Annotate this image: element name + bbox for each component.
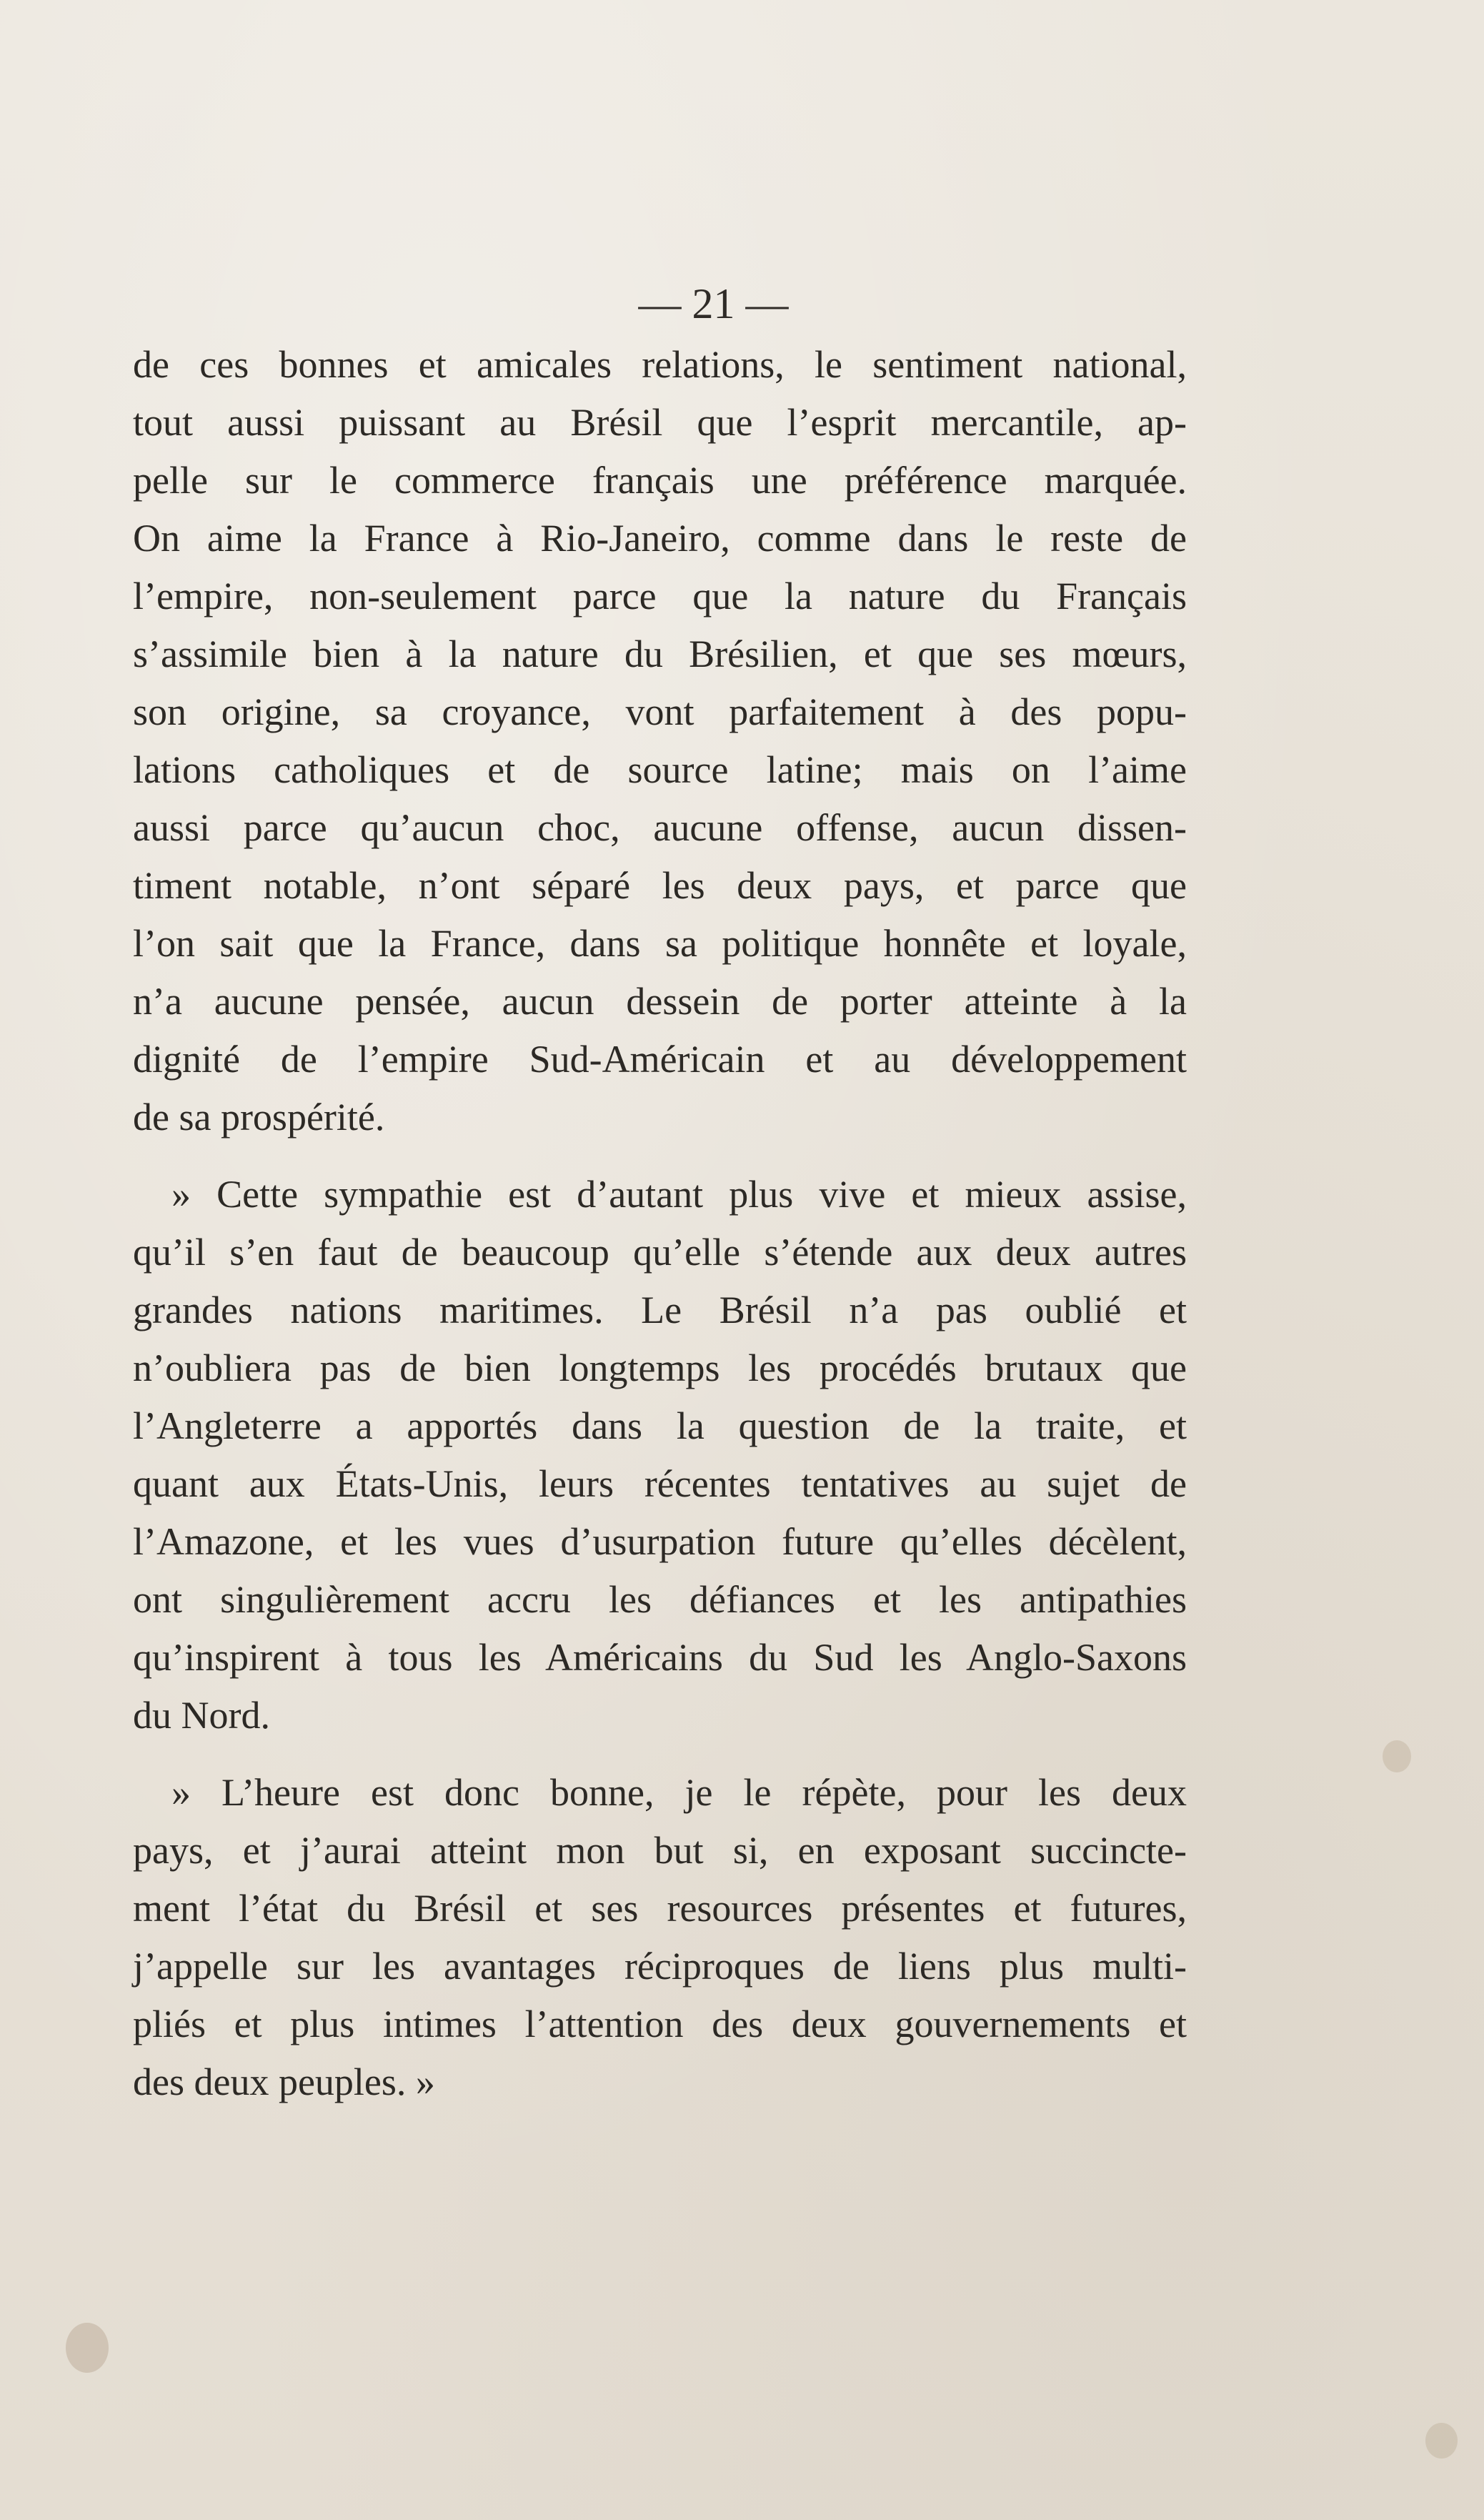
text-line: l’on sait que la France, dans sa politique honnête et loyale, xyxy=(133,922,1187,965)
paragraph-1 xyxy=(133,336,1187,1146)
text-line: qu’inspirent à tous les Américains du Sud les Anglo-Saxons xyxy=(133,1636,1187,1679)
text-line: » Cette sympathie est d’autant plus vive et mieux assise, xyxy=(171,1173,1187,1216)
text-line: n’a aucune pensée, aucun dessein de porter atteinte à la xyxy=(133,980,1187,1023)
text-line: aussi parce qu’aucun choc, aucune offense, aucun dissen- xyxy=(133,806,1187,849)
text-line: On aime la France à Rio-Janeiro, comme dans le reste de xyxy=(133,517,1187,560)
text-line: j’appelle sur les avantages réciproques de liens plus multi- xyxy=(133,1945,1187,1988)
text-line: pays, et j’aurai atteint mon but si, en exposant succincte- xyxy=(133,1829,1187,1872)
foxing-spot xyxy=(1425,2423,1458,2459)
text-line: du Nord. xyxy=(133,1694,270,1737)
page-number: — 21 — xyxy=(638,280,789,327)
paragraph-3 xyxy=(133,1764,1187,2111)
text-line: lations catholiques et de source latine; mais on l’aime xyxy=(133,748,1187,791)
text-line: quant aux États-Unis, leurs récentes tentatives au sujet de xyxy=(133,1462,1187,1505)
text-line: n’oubliera pas de bien longtemps les procédés brutaux que xyxy=(133,1346,1187,1389)
foxing-spot xyxy=(66,2323,109,2373)
text-line: l’empire, non-seulement parce que la nature du Français xyxy=(133,575,1187,617)
text-line: timent notable, n’ont séparé les deux pays, et parce que xyxy=(133,864,1187,907)
text-line: qu’il s’en faut de beaucoup qu’elle s’étende aux deux autres xyxy=(133,1231,1187,1274)
text-line: dignité de l’empire Sud-Américain et au développement xyxy=(133,1038,1187,1081)
body-text xyxy=(133,336,1187,2111)
text-line: des deux peuples. » xyxy=(133,2060,435,2103)
text-line: s’assimile bien à la nature du Brésilien, et que ses mœurs, xyxy=(133,633,1187,675)
text-line: ment l’état du Brésil et ses resources présentes et futures, xyxy=(133,1887,1187,1930)
text-line: de sa prospérité. xyxy=(133,1096,385,1139)
foxing-spot xyxy=(1383,1740,1411,1772)
text-line: grandes nations maritimes. Le Brésil n’a pas oublié et xyxy=(133,1289,1187,1331)
paragraph-2 xyxy=(133,1166,1187,1745)
text-line: ont singulièrement accru les défiances et les antipathies xyxy=(133,1578,1187,1621)
text-line: l’Angleterre a apportés dans la question de la traite, et xyxy=(133,1404,1187,1447)
text-line: son origine, sa croyance, vont parfaitement à des popu- xyxy=(133,690,1187,733)
text-line: tout aussi puissant au Brésil que l’esprit mercantile, ap- xyxy=(133,401,1187,444)
text-line: pliés et plus intimes l’attention des deux gouvernements et xyxy=(133,2003,1187,2045)
text-line: l’Amazone, et les vues d’usurpation future qu’elles décèlent, xyxy=(133,1520,1187,1563)
text-line: de ces bonnes et amicales relations, le sentiment national, xyxy=(133,343,1187,386)
text-line: » L’heure est donc bonne, je le répète, pour les deux xyxy=(171,1771,1187,1814)
text-line: pelle sur le commerce français une préférence marquée. xyxy=(133,459,1187,502)
